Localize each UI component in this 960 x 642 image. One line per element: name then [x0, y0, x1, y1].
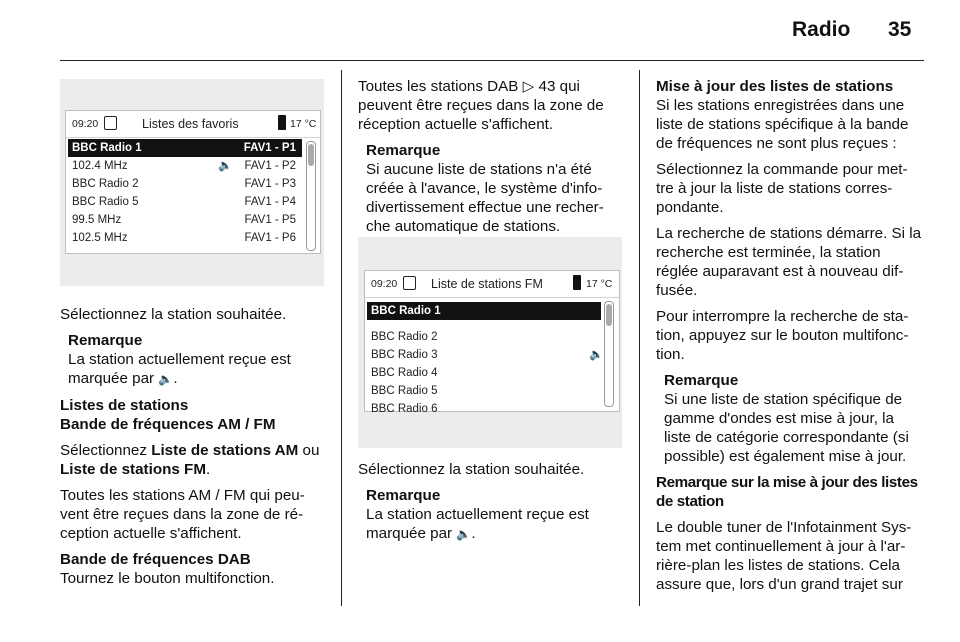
note [358, 141, 624, 236]
note-title: Remarque [664, 372, 739, 389]
station-list-item[interactable] [68, 211, 302, 229]
station-list-item[interactable] [367, 302, 601, 320]
station-list-item[interactable] [68, 139, 302, 157]
phone-icon [278, 115, 286, 130]
clock: 09:20 [371, 278, 398, 290]
clock-icon [403, 276, 416, 290]
paragraph: Sélectionnez la station souhaitée. [60, 306, 287, 323]
page-reference-arrow-icon: ▷ [522, 78, 535, 95]
section-subheading: Remarque sur la mise à jour des listes de station [656, 474, 918, 510]
preset-label: FAV1 - P4 [244, 196, 296, 208]
menu-reference: Liste de stations AM [151, 442, 299, 459]
station-name: BBC Radio 3 [371, 349, 438, 361]
screenshot-fm-list [358, 237, 622, 448]
note-text: La station actuellement reçue est marquée par [366, 506, 589, 542]
station-list-item[interactable] [367, 328, 601, 346]
scroll-thumb[interactable] [308, 144, 314, 166]
note-text: Si une liste de station spécifique de gamme d'ondes est mise à jour, la liste de catégorie correspondante (si possible) est également mise à jour. [664, 391, 909, 465]
station-list-item[interactable] [68, 229, 302, 247]
paragraph: Toutes les stations DAB ▷ 43 qui peuvent être reçues dans la zone de réception actuelle s'affichent. [358, 78, 604, 133]
section-subheading: Mise à jour des listes de stations [656, 78, 894, 95]
station-name: 102.5 MHz [72, 232, 128, 244]
scrollbar[interactable] [604, 301, 614, 407]
note-title: Remarque [366, 142, 441, 159]
paragraph: Toutes les stations AM / FM qui peu-vent être reçues dans la zone de ré-ception actuelle s'affichent. [60, 487, 305, 542]
header-rule [60, 60, 924, 61]
preset-label: FAV1 - P5 [244, 214, 296, 226]
station-name: 102.4 MHz [72, 160, 128, 172]
clock: 09:20 [72, 118, 99, 130]
station-name: BBC Radio 5 [371, 385, 438, 397]
preset-label: FAV1 - P3 [244, 178, 296, 190]
display-screen [65, 110, 321, 254]
paragraph: Sélectionnez Liste de stations AM ou Liste de stations FM. [60, 442, 320, 478]
note: Remarque La station actuellement reçue est marquée par 🔈. [60, 331, 328, 389]
speaker-icon: 🔈 [218, 160, 233, 172]
note: Remarque La station actuellement reçue est marquée par 🔈. [358, 486, 624, 544]
note [656, 371, 924, 466]
station-list-item[interactable] [68, 157, 302, 175]
phone-icon [573, 275, 581, 290]
temperature: 17 °C [586, 278, 613, 290]
paragraph: Pour interrompre la recherche de sta-tion, appuyez sur le bouton multifonc-tion. [656, 308, 909, 363]
speaker-icon: 🔈 [589, 349, 604, 361]
station-name: BBC Radio 6 [371, 403, 438, 415]
speaker-icon: 🔈 [456, 527, 472, 541]
column-1 [60, 305, 328, 595]
paragraph: Tournez le bouton multifonction. [60, 570, 275, 587]
screen-title: Liste de stations FM [431, 277, 543, 291]
station-list-item[interactable] [367, 400, 601, 418]
temperature: 17 °C [290, 118, 317, 130]
column-divider-2 [639, 70, 640, 606]
station-list-item[interactable] [367, 382, 601, 400]
paragraph: Sélectionnez la station souhaitée. [358, 461, 585, 478]
section-subheading: Bande de fréquences DAB [60, 551, 251, 568]
display-screen [364, 270, 620, 415]
section-subheading: Bande de fréquences AM / FM [60, 416, 276, 433]
station-name: BBC Radio 1 [371, 305, 441, 317]
station-list-item[interactable] [68, 175, 302, 193]
station-name: BBC Radio 4 [371, 367, 438, 379]
speaker-icon: 🔈 [158, 372, 174, 386]
section-heading: Listes de stations [60, 397, 189, 414]
station-list-item[interactable] [367, 364, 601, 382]
screen-title: Listes des favoris [142, 117, 239, 131]
preset-label: FAV1 - P6 [244, 232, 296, 244]
column-3 [656, 77, 924, 601]
clock-icon [104, 116, 117, 130]
note-title: Remarque [68, 332, 143, 349]
column-divider-1 [341, 70, 342, 606]
column-2-lower [358, 460, 624, 551]
column-2 [358, 77, 624, 243]
paragraph: Si les stations enregistrées dans une liste de stations spécifique à la bande de fréquences ne sont plus reçues : [656, 97, 909, 152]
page-header-title: Radio [792, 18, 851, 41]
status-bar [365, 271, 619, 298]
preset-label: FAV1 - P2 [244, 160, 296, 172]
station-list-item[interactable] [68, 193, 302, 211]
note-text: Si aucune liste de stations n'a été créée à l'avance, le système d'info-divertissement effectue une recher-che automatique de stations. [366, 161, 604, 235]
scrollbar[interactable] [306, 141, 316, 251]
page-reference[interactable]: 43 [538, 78, 556, 95]
menu-reference: Liste de stations FM [60, 461, 206, 478]
note-text: La station actuellement reçue est marquée par [68, 351, 291, 387]
scroll-thumb[interactable] [606, 304, 612, 326]
note-title: Remarque [366, 487, 441, 504]
status-bar [66, 111, 320, 138]
screenshot-favorites [60, 79, 324, 286]
preset-label: FAV1 - P1 [243, 142, 296, 154]
station-name: BBC Radio 2 [371, 331, 438, 343]
paragraph: Sélectionnez la commande pour met-tre à jour la liste de stations corres-pondante. [656, 161, 908, 216]
station-name: BBC Radio 1 [72, 142, 142, 154]
station-list-item[interactable] [367, 346, 604, 364]
paragraph: La recherche de stations démarre. Si la recherche est terminée, la station réglée auparavant est à nouveau dif-fusée. [656, 225, 922, 299]
page-number: 35 [888, 18, 912, 41]
station-name: BBC Radio 5 [72, 196, 139, 208]
station-name: 99.5 MHz [72, 214, 122, 226]
paragraph: Le double tuner de l'Infotainment Sys-tem met continuellement à jour à l'ar-rière-plan les listes de stations. Cela assure que, lors d'un grand trajet sur [656, 519, 912, 593]
station-name: BBC Radio 2 [72, 178, 139, 190]
